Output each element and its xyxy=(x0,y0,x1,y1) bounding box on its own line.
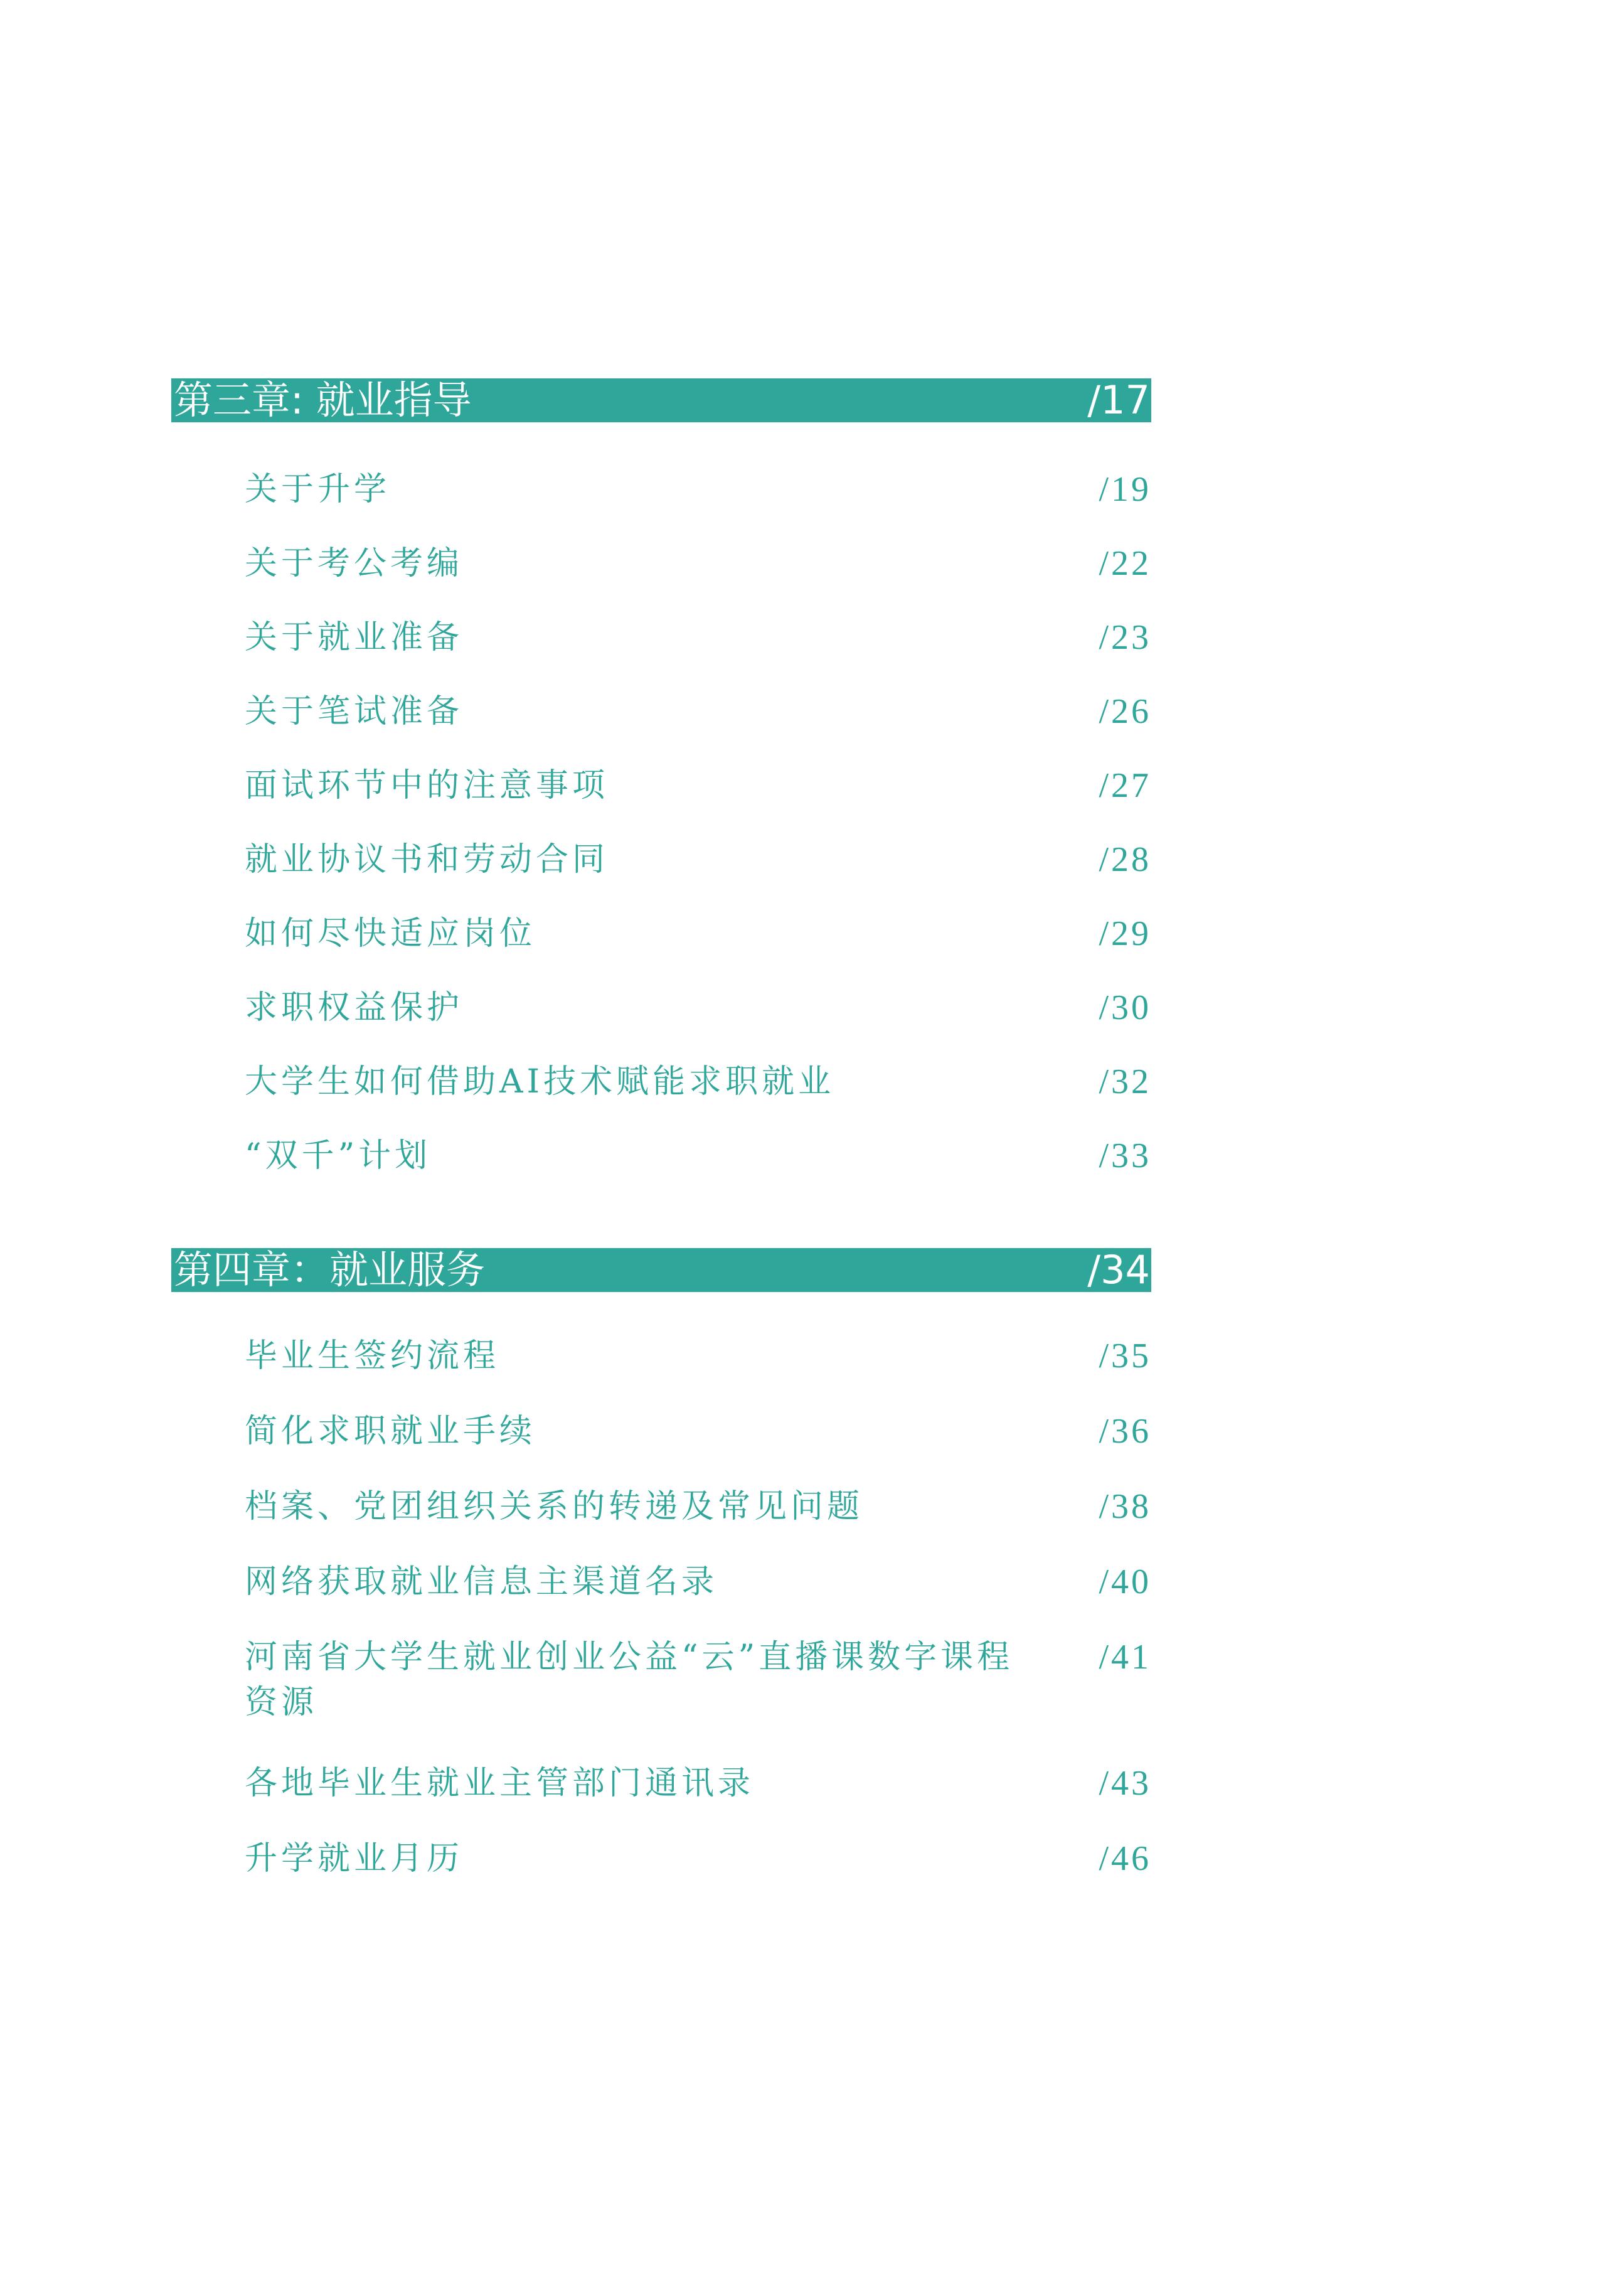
toc-entry-page: /32 xyxy=(1099,1062,1151,1101)
toc-entry-title: 大学生如何借助AI技术赋能求职就业 xyxy=(245,1063,835,1101)
toc-entry-page: /36 xyxy=(1099,1412,1151,1451)
toc-entry-page: /29 xyxy=(1099,914,1151,953)
toc-entry-page: /26 xyxy=(1099,692,1151,731)
chapter-title: 第四章：就业服务 xyxy=(174,1247,486,1293)
toc-entry-title: 升学就业月历 xyxy=(245,1840,464,1877)
toc-entry-title: 面试环节中的注意事项 xyxy=(245,767,609,804)
toc-entry-title: “双千”计划 xyxy=(245,1137,432,1175)
chapter-3-heading[interactable] xyxy=(171,378,1151,422)
toc-entry-page: /30 xyxy=(1099,988,1151,1027)
toc-entry-page: /41 xyxy=(1099,1638,1151,1677)
toc-entry-title: 关于考公考编 xyxy=(245,545,464,582)
toc-entry-title: 求职权益保护 xyxy=(245,989,464,1027)
toc-entry-page: /43 xyxy=(1099,1764,1151,1803)
toc-entry-title: 网络获取就业信息主渠道名录 xyxy=(245,1563,718,1601)
toc-entry-page: /46 xyxy=(1099,1839,1151,1878)
toc-entry-page: /28 xyxy=(1099,840,1151,879)
chapter-4-heading[interactable] xyxy=(171,1248,1151,1292)
toc-entry-title: 河南省大学生就业创业公益“云”直播课数字课程资源 xyxy=(245,1638,1014,1721)
chapter-title: 第三章: 就业指导 xyxy=(174,377,472,423)
toc-entry-title: 就业协议书和劳动合同 xyxy=(245,841,609,878)
toc-entry-title: 关于笔试准备 xyxy=(245,693,464,730)
chapter-page-number: /17 xyxy=(1087,377,1150,423)
toc-entry-title: 简化求职就业手续 xyxy=(245,1412,536,1450)
toc-entry-title: 如何尽快适应岗位 xyxy=(245,915,536,953)
toc-entry-title: 档案、党团组织关系的转递及常见问题 xyxy=(245,1488,864,1525)
chapter-page-number: /34 xyxy=(1087,1247,1150,1293)
toc-entry-title: 毕业生签约流程 xyxy=(245,1337,500,1375)
toc-entry-title: 关于升学 xyxy=(245,471,391,508)
toc-entry-page: /23 xyxy=(1099,618,1151,657)
toc-entry-title: 关于就业准备 xyxy=(245,619,464,656)
toc-entry-page: /19 xyxy=(1099,470,1151,509)
toc-entry-title: 各地毕业生就业主管部门通讯录 xyxy=(245,1765,755,1802)
toc-entry-page: /22 xyxy=(1099,544,1151,583)
toc-entry-page: /27 xyxy=(1099,766,1151,805)
toc-entry-page: /40 xyxy=(1099,1562,1151,1601)
toc-entry-page: /38 xyxy=(1099,1487,1151,1526)
toc-entry-page: /33 xyxy=(1099,1136,1151,1175)
toc-entry-page: /35 xyxy=(1099,1337,1151,1375)
